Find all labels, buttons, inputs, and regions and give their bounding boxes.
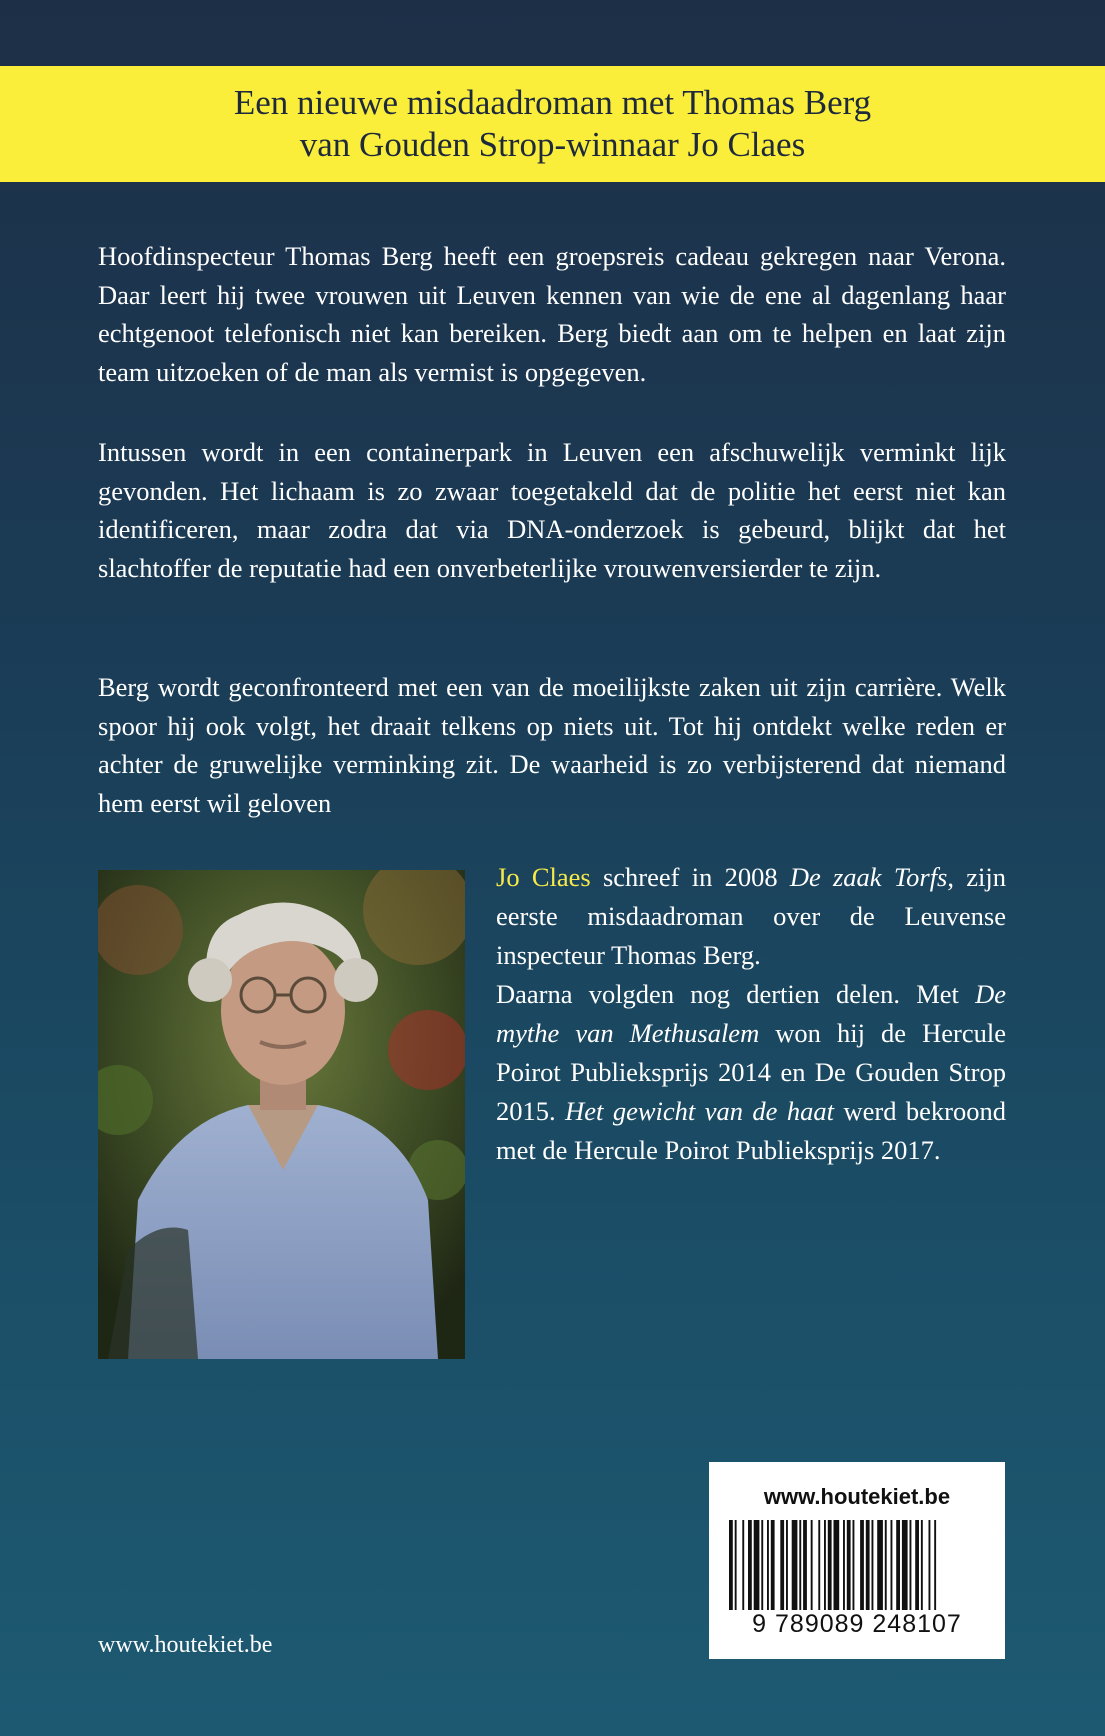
barcode-bars — [729, 1520, 985, 1610]
bio-text-2: , zijn eerste misdaadroman over de Leuvense inspecteur Thomas Berg. — [496, 862, 1006, 970]
bio-text-1: schreef in 2008 — [590, 862, 790, 892]
barcode-panel — [709, 1462, 1005, 1659]
isbn-number: 9 789089 248107 — [752, 1610, 962, 1638]
headline-line-1: Een nieuwe misdaadroman met Thomas Berg — [233, 83, 872, 122]
author-photo — [98, 870, 465, 1359]
bio-text-5: werd bekroond met de Hercule Poirot Publieksprijs 2017. — [496, 1096, 1007, 1165]
author-bio — [496, 858, 1006, 1170]
barcode-url: www.houtekiet.be — [763, 1484, 951, 1509]
headline-line-2: van Gouden Strop-winnaar Jo Claes — [299, 125, 806, 164]
blurb-paragraph-1: Hoofdinspecteur Thomas Berg heeft een groepsreis cadeau gekregen naar Verona. Daar leert hij twee vrouwen uit Leuven kennen van wie de ene al dagenlang haar echtgenoot telefonisch niet kan bereiken. Berg biedt aan om te helpen en laat zijn team uitzoeken of de man als vermist is opgegeven. — [98, 241, 1006, 387]
publisher-url: www.houtekiet.be — [98, 1632, 273, 1658]
headline-banner — [0, 66, 1105, 182]
blurb-paragraph-3: Berg wordt geconfronteerd met een van de moeilijkste zaken uit zijn carrière. Welk spoor hij ook volgt, het draait telkens op niets uit. Tot hij ontdekt welke reden er achter de gruwelijke verminking zit. De waarheid is zo verbijsterend dat niemand hem eerst wil geloven — [98, 672, 1006, 818]
bio-book-2: De mythe van Methusalem — [496, 979, 1006, 1048]
bio-book-1: De zaak Torfs — [789, 862, 948, 892]
blurb-paragraph-2: Intussen wordt in een containerpark in Leuven een afschuwelijk verminkt lijk gevonden. Het lichaam is zo zwaar toegetakeld dat de politie het eerst niet kan identificeren, maar zodra dat via DNA-onderzoek is gebeurd, blijkt dat het slachtoffer de reputatie had een onverbeterlijke vrouwenversierder te zijn. — [98, 437, 1006, 583]
bio-book-3: Het gewicht van de haat — [565, 1096, 835, 1126]
bio-text-3: Daarna volgden nog dertien delen. Met — [496, 979, 976, 1009]
author-name: Jo Claes — [496, 862, 591, 892]
bio-text-4: won hij de Hercule Poirot Publieksprijs 2014 en De Gouden Strop 2015. — [496, 1018, 1006, 1126]
